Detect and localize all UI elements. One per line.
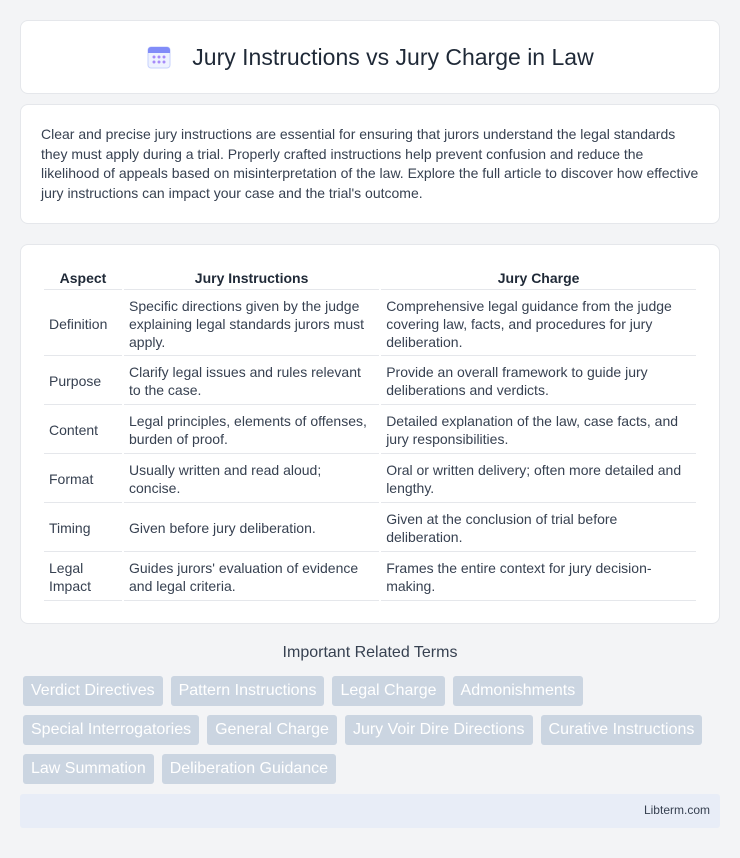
cell-jury-charge: Provide an overall framework to guide jury deliberations and verdicts.	[381, 358, 696, 405]
cell-jury-instructions: Specific directions given by the judge explaining legal standards jurors must apply.	[124, 292, 379, 356]
table-row	[44, 407, 696, 454]
related-term-tag[interactable]: Curative Instructions	[541, 715, 703, 745]
comparison-table-card	[20, 244, 720, 624]
cell-jury-instructions: Given before jury deliberation.	[124, 505, 379, 552]
header-jury-instructions: Jury Instructions	[124, 267, 379, 290]
footer	[20, 794, 720, 828]
related-term-tag[interactable]: Law Summation	[23, 754, 154, 784]
cell-aspect: Purpose	[44, 358, 122, 405]
cell-jury-instructions: Clarify legal issues and rules relevant to the case.	[124, 358, 379, 405]
cell-aspect: Legal Impact	[44, 554, 122, 601]
calendar-icon	[146, 44, 172, 70]
table-row	[44, 554, 696, 601]
cell-jury-instructions: Guides jurors' evaluation of evidence and legal criteria.	[124, 554, 379, 601]
table-row	[44, 358, 696, 405]
cell-jury-charge: Given at the conclusion of trial before deliberation.	[381, 505, 696, 552]
related-term-tag[interactable]: Jury Voir Dire Directions	[345, 715, 533, 745]
cell-jury-charge: Detailed explanation of the law, case facts, and jury responsibilities.	[381, 407, 696, 454]
cell-jury-instructions: Usually written and read aloud; concise.	[124, 456, 379, 503]
related-term-tag[interactable]: Verdict Directives	[23, 676, 163, 706]
header-card	[20, 20, 720, 94]
page-title: Jury Instructions vs Jury Charge in Law	[192, 43, 594, 70]
related-term-tag[interactable]: Deliberation Guidance	[162, 754, 336, 784]
header-jury-charge: Jury Charge	[381, 267, 696, 290]
table-header-row	[44, 267, 696, 290]
table-row	[44, 505, 696, 552]
footer-brand[interactable]: Libterm.com	[643, 803, 710, 817]
comparison-table	[42, 265, 698, 603]
cell-aspect: Timing	[44, 505, 122, 552]
header-aspect: Aspect	[44, 267, 122, 290]
cell-aspect: Content	[44, 407, 122, 454]
cell-jury-instructions: Legal principles, elements of offenses, burden of proof.	[124, 407, 379, 454]
cell-aspect: Format	[44, 456, 122, 503]
related-term-tag[interactable]: Legal Charge	[332, 676, 444, 706]
cell-jury-charge: Oral or written delivery; often more detailed and lengthy.	[381, 456, 696, 503]
related-term-tag[interactable]: Pattern Instructions	[171, 676, 325, 706]
cell-aspect: Definition	[44, 292, 122, 356]
related-term-tag[interactable]: General Charge	[207, 715, 337, 745]
cell-jury-charge: Frames the entire context for jury decision-making.	[381, 554, 696, 601]
table-row	[44, 456, 696, 503]
intro-text: Clear and precise jury instructions are essential for ensuring that jurors understand the legal standards they must apply during a trial. Properly crafted instructions help prevent confusion and reduce the likelihood of appeals based on misinterpretation of the law. Explore the full article to discover how effective jury instructions can impact your case and the trial's outcome.	[41, 126, 699, 201]
related-term-tag[interactable]: Special Interrogatories	[23, 715, 199, 745]
related-terms-list	[23, 676, 723, 784]
related-term-tag[interactable]: Admonishments	[453, 676, 584, 706]
related-terms-title: Important Related Terms	[282, 644, 458, 661]
intro-card	[20, 104, 720, 224]
cell-jury-charge: Comprehensive legal guidance from the judge covering law, facts, and procedures for jury deliberation.	[381, 292, 696, 356]
table-row	[44, 292, 696, 356]
